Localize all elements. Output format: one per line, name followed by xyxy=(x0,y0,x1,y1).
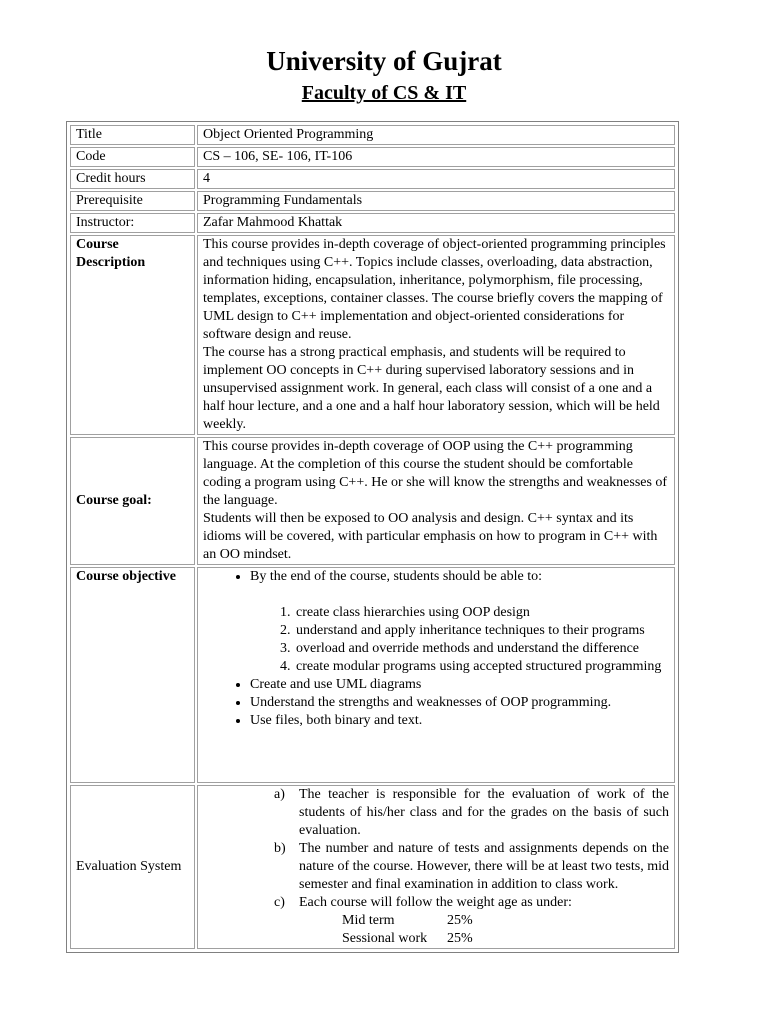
goal-paragraph: Students will then be exposed to OO analysis and design. C++ syntax and its idioms will be covered, with particular emphasis on how to program in C++ with an OO mindset. xyxy=(203,511,658,562)
weightage-list xyxy=(342,912,669,948)
evaluation-text: The teacher is responsible for the evaluation of work of the students of his/her class and for the grades on the basis of such evaluation. xyxy=(299,787,669,838)
list-item: • Understand the strengths and weaknesses of OOP programming. xyxy=(250,694,669,712)
list-item xyxy=(274,840,669,894)
description-paragraph: The course has a strong practical emphasis, and students will be required to implement OO concepts in C++ during supervised laboratory sessions and in unsupervised assignment work. In general, each class will consist of a one and a half hour lecture, and a one and a half hour laboratory session, which will be held weekly. xyxy=(203,345,660,432)
weightage-name: Sessional work xyxy=(342,931,428,946)
table-row xyxy=(70,213,675,233)
row-label-evaluation-system: Evaluation System xyxy=(70,785,195,949)
table-row xyxy=(70,235,675,435)
row-value-course-description xyxy=(197,235,675,435)
description-paragraph: This course provides in-depth coverage of object-oriented programming principles and techniques using C++. Topics include classes, overloading, data abstraction, information hiding, encapsulation, inheritance, polymorphism, file processing, templates, exceptions, container classes. The course briefly covers the mapping of UML design to C++ implementation and object-oriented considerations for software design and reuse. xyxy=(203,237,666,342)
list-item: 1. create class hierarchies using OOP design xyxy=(294,604,669,622)
list-marker: c) xyxy=(274,895,285,910)
row-label-course-goal: Course goal: xyxy=(70,437,195,565)
row-value-prerequisite: Programming Fundamentals xyxy=(197,191,675,211)
table-row xyxy=(70,147,675,167)
evaluation-text: Each course will follow the weight age as under: xyxy=(299,895,572,910)
row-value-course-goal xyxy=(197,437,675,565)
weightage-value: 25% xyxy=(447,931,473,946)
row-label-title: Title xyxy=(70,125,195,145)
row-label-instructor: Instructor: xyxy=(70,213,195,233)
goal-paragraph: This course provides in-depth coverage of OOP using the C++ programming language. At the completion of this course the student should be comfortable coding a program using C++. He or she will know the strengths and weaknesses of the language. xyxy=(203,439,668,508)
table-row xyxy=(70,125,675,145)
table-row xyxy=(70,169,675,189)
list-item: • Use files, both binary and text. xyxy=(250,712,669,730)
weightage-name: Mid term xyxy=(342,913,395,928)
row-label-code: Code xyxy=(70,147,195,167)
university-title: University of Gujrat xyxy=(266,46,502,76)
row-value-instructor: Zafar Mahmood Khattak xyxy=(197,213,675,233)
list-item: • Create and use UML diagrams xyxy=(250,676,669,694)
list-item xyxy=(274,894,669,912)
evaluation-list xyxy=(203,786,669,912)
list-marker: a) xyxy=(274,787,285,802)
weightage-row xyxy=(342,930,669,948)
table-row xyxy=(70,567,675,783)
row-label-credit-hours: Credit hours xyxy=(70,169,195,189)
list-item: 4. create modular programs using accepted structured programming xyxy=(294,658,669,676)
course-outline-table xyxy=(66,121,679,953)
row-value-course-objective xyxy=(197,567,675,783)
objective-bullet-list xyxy=(203,568,669,730)
evaluation-text: The number and nature of tests and assignments depends on the nature of the course. However, there will be at least two tests, mid semester and final examination in addition to class work. xyxy=(299,841,669,892)
row-value-evaluation-system xyxy=(197,785,675,949)
faculty-subtitle: Faculty of CS & IT xyxy=(301,82,467,104)
table-row xyxy=(70,191,675,211)
row-value-title: Object Oriented Programming xyxy=(197,125,675,145)
table-row xyxy=(70,437,675,565)
list-item: 2. understand and apply inheritance techniques to their programs xyxy=(294,622,669,640)
row-label-course-objective: Course objective xyxy=(70,567,195,783)
list-marker: b) xyxy=(274,841,286,856)
row-value-code: CS – 106, SE- 106, IT-106 xyxy=(197,147,675,167)
list-item xyxy=(274,786,669,840)
row-label-course-description: Course Description xyxy=(70,235,195,435)
list-item xyxy=(250,568,669,676)
weightage-value: 25% xyxy=(447,913,473,928)
objective-numbered-list xyxy=(250,604,669,676)
list-item: 3. overload and override methods and understand the difference xyxy=(294,640,669,658)
objective-intro: By the end of the course, students should be able to: xyxy=(250,569,542,584)
row-label-prerequisite: Prerequisite xyxy=(70,191,195,211)
weightage-row xyxy=(342,912,669,930)
table-row xyxy=(70,785,675,949)
row-value-credit-hours: 4 xyxy=(197,169,675,189)
